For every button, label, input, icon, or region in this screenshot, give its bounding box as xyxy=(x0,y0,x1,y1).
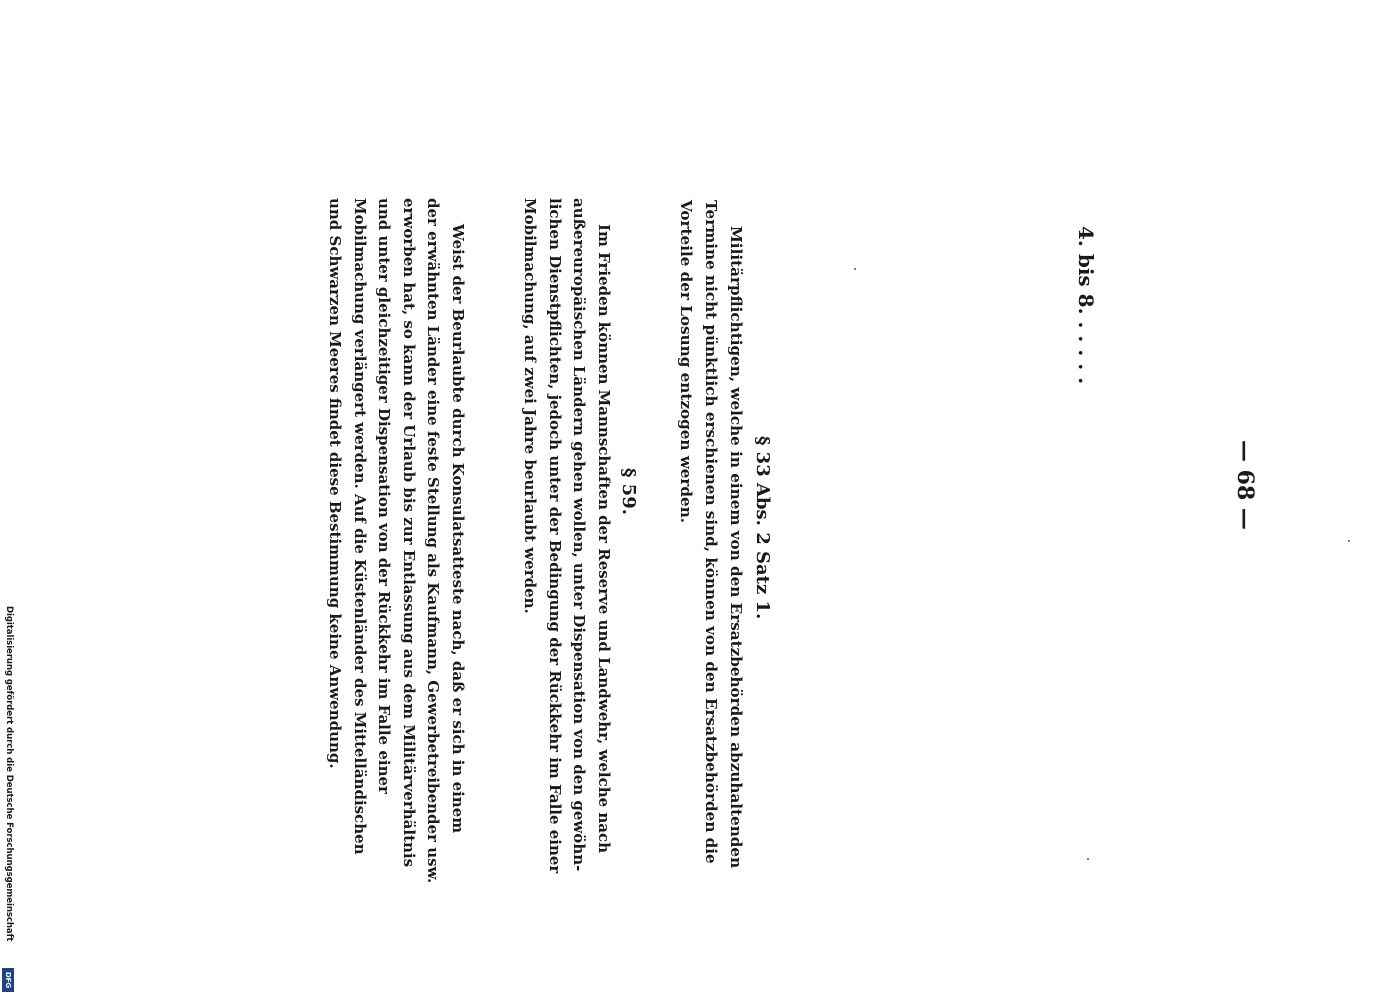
text-line: Mobilmachung, auf zwei Jahre beurlaubt werden. xyxy=(521,198,540,614)
section-33-body xyxy=(673,200,748,868)
text-line: und Schwarzen Meeres findet diese Bestimmung keine Anwendung. xyxy=(326,198,345,769)
text-line: der erwähnten Länder eine feste Stellung als Kaufmann, Gewerbetreibender usw. xyxy=(424,198,443,884)
text-line: und unter gleichzeitiger Dispensation von der Rückkehr im Falle einer xyxy=(375,198,394,794)
section-59-heading: § 59. xyxy=(618,468,639,515)
scan-speck xyxy=(854,268,856,270)
section-33-heading: § 33 Abs. 2 Satz 1. xyxy=(752,436,773,620)
scan-speck xyxy=(1348,540,1350,542)
scan-speck xyxy=(1087,858,1089,860)
section-continuation-body xyxy=(323,198,470,883)
text-line: erworben hat, so kann der Urlaub bis zur Entlassung aus dem Militärverhältnis xyxy=(400,198,418,868)
text-line: Vorteile der Losung entzogen werden. xyxy=(677,200,695,524)
text-line: Im Frieden können Mannschaften der Reserve und Landwehr, welche nach xyxy=(595,224,613,854)
text-line: Weist der Beurlaubte durch Konsulatsatteste nach, daß er sich in einem xyxy=(449,224,467,834)
text-line: Termine nicht pünktlich erschienen sind, können von den Ersatzbehörden die xyxy=(702,200,720,864)
digitization-credit: Digitalisierung gefördert durch die Deutsche Forschungsgemeinschaft xyxy=(4,606,14,942)
text-line: außereuropäischen Ländern gehen wollen, unter Dispensation von den gewöhn- xyxy=(570,198,589,872)
text-line: lichen Dienstpflichten, jedoch unter der Bedingung der Rückkehr im Falle einer xyxy=(546,198,564,874)
page-number: — 68 — xyxy=(1232,440,1258,530)
text-line: Militärpflichtigen, welche in einem von den Ersatzbehörden abzuhaltenden xyxy=(727,226,745,869)
text-line: Mobilmachung verlängert werden. Auf die Küstenländer des Mittelländischen xyxy=(351,198,369,855)
section-59-body xyxy=(518,198,616,873)
item-4-to-8: 4. bis 8. . . . . . xyxy=(1074,226,1098,385)
dfg-logo: DFG xyxy=(2,968,14,992)
